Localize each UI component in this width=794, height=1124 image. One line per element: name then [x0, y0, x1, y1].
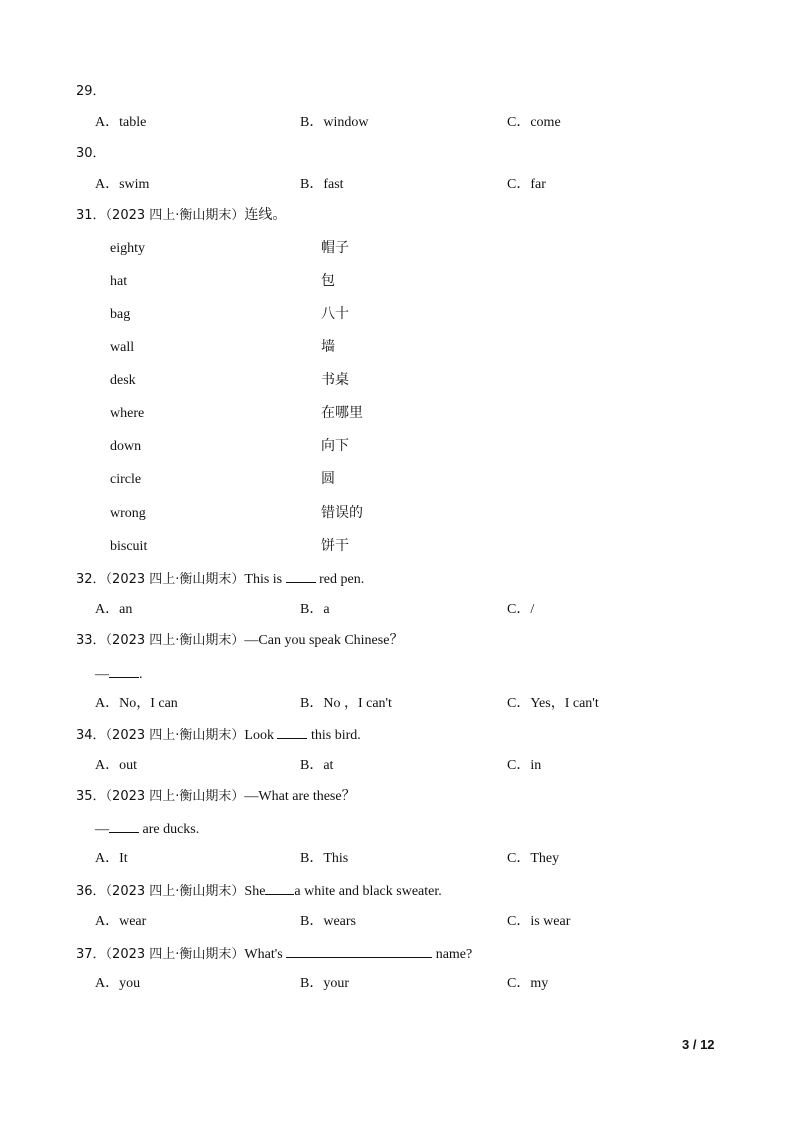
match-chinese-word: 帽子	[321, 240, 349, 256]
match-chinese-word: 墙	[321, 339, 335, 355]
answer-blank	[109, 665, 139, 678]
answer-blank	[265, 882, 294, 895]
question-35-number: 35．	[76, 789, 106, 804]
match-english-word: circle	[110, 472, 142, 487]
q37-option-b: B．your	[300, 976, 349, 991]
question-32-number: 32．	[76, 572, 106, 587]
question-37-text-post: name?	[432, 947, 473, 962]
question-33-text: —Can you speak Chinese？	[244, 633, 404, 648]
answer-blank	[109, 820, 139, 833]
q34-option-c: C．in	[507, 758, 542, 773]
match-english-word: eighty	[110, 241, 145, 256]
reply-end: are ducks.	[139, 822, 200, 837]
match-chinese-word: 包	[321, 273, 335, 289]
reply-dash: —	[95, 667, 109, 682]
q29-option-a: A．table	[95, 115, 147, 130]
q36-option-b: B．wears	[300, 914, 356, 929]
question-36-text-pre: She	[244, 884, 266, 899]
match-chinese-word: 圆	[321, 471, 335, 487]
q29-option-c: C．come	[507, 115, 561, 130]
match-english-word: down	[110, 439, 142, 454]
question-31-number: 31．	[76, 208, 106, 223]
question-32-text-pre: This is	[244, 572, 286, 587]
q36-option-a: A．wear	[95, 914, 147, 929]
question-36-text-post: a white and black sweater.	[294, 884, 442, 899]
match-english-word: wall	[110, 340, 135, 355]
reply-dash: —	[95, 822, 109, 837]
q32-option-c: C．/	[507, 602, 535, 617]
q35-option-c: C．They	[507, 851, 560, 866]
question-34-source: （2023 四上·衡山期末）	[105, 728, 245, 743]
q29-option-b: B．window	[300, 115, 369, 130]
q34-option-b: B．at	[300, 758, 334, 773]
reply-end: .	[139, 667, 143, 682]
match-chinese-word: 错误的	[321, 505, 363, 521]
match-chinese-word: 书桌	[321, 372, 349, 388]
question-37-number: 37．	[76, 947, 106, 962]
question-37-text-pre: What's	[244, 947, 287, 962]
question-33-number: 33．	[76, 633, 106, 648]
match-chinese-word: 饼干	[321, 538, 349, 554]
page-number: 3 / 12	[682, 1037, 715, 1052]
question-35-stem	[76, 789, 356, 805]
question-33-stem	[76, 633, 403, 649]
question-32-source: （2023 四上·衡山期末）	[105, 572, 245, 587]
question-30-number: 30．	[76, 146, 106, 161]
answer-blank	[277, 726, 307, 739]
question-29-number: 29．	[76, 84, 106, 99]
q30-option-a: A．swim	[95, 177, 150, 192]
q36-option-c: C．is wear	[507, 914, 571, 929]
q33-option-a: A．No，I can	[95, 696, 178, 711]
question-34-number: 34．	[76, 728, 106, 743]
question-33-source: （2023 四上·衡山期末）	[105, 633, 245, 648]
question-36-source: （2023 四上·衡山期末）	[105, 884, 245, 899]
match-chinese-word: 在哪里	[321, 405, 363, 421]
q37-option-a: A．you	[95, 976, 141, 991]
question-37-source: （2023 四上·衡山期末）	[105, 947, 245, 962]
match-chinese-word: 向下	[321, 438, 349, 454]
match-english-word: where	[110, 406, 145, 421]
question-31-stem	[76, 207, 286, 224]
match-english-word: biscuit	[110, 539, 148, 554]
answer-blank	[286, 570, 316, 583]
answer-blank	[286, 945, 432, 958]
question-32-stem	[76, 570, 364, 588]
q33-option-b: B．No ，I can't	[300, 696, 392, 711]
q35-option-a: A．It	[95, 851, 128, 866]
match-english-word: hat	[110, 274, 128, 289]
q35-option-b: B．This	[300, 851, 349, 866]
q37-option-c: C．my	[507, 976, 549, 991]
question-31-source: （2023 四上·衡山期末）	[105, 208, 245, 223]
match-chinese-word: 八十	[321, 306, 349, 322]
question-35-source: （2023 四上·衡山期末）	[105, 789, 245, 804]
match-english-word: wrong	[110, 506, 146, 521]
question-33-reply	[95, 665, 143, 683]
question-31-text: 连线。	[244, 207, 287, 223]
q30-option-b: B．fast	[300, 177, 344, 192]
question-35-reply	[95, 820, 199, 838]
match-english-word: desk	[110, 373, 136, 388]
q32-option-b: B．a	[300, 602, 330, 617]
question-36-number: 36．	[76, 884, 106, 899]
question-35-text: —What are these？	[244, 789, 356, 804]
q33-option-c: C．Yes，I can't	[507, 696, 599, 711]
question-36-stem	[76, 882, 442, 900]
question-34-stem	[76, 726, 361, 744]
q32-option-a: A．an	[95, 602, 133, 617]
question-32-text-post: red pen.	[315, 572, 365, 587]
question-37-stem	[76, 945, 472, 963]
match-english-word: bag	[110, 307, 131, 322]
q34-option-a: A．out	[95, 758, 137, 773]
question-34-text-pre: Look	[244, 728, 278, 743]
q30-option-c: C．far	[507, 177, 546, 192]
question-34-text-post: this bird.	[307, 728, 361, 743]
